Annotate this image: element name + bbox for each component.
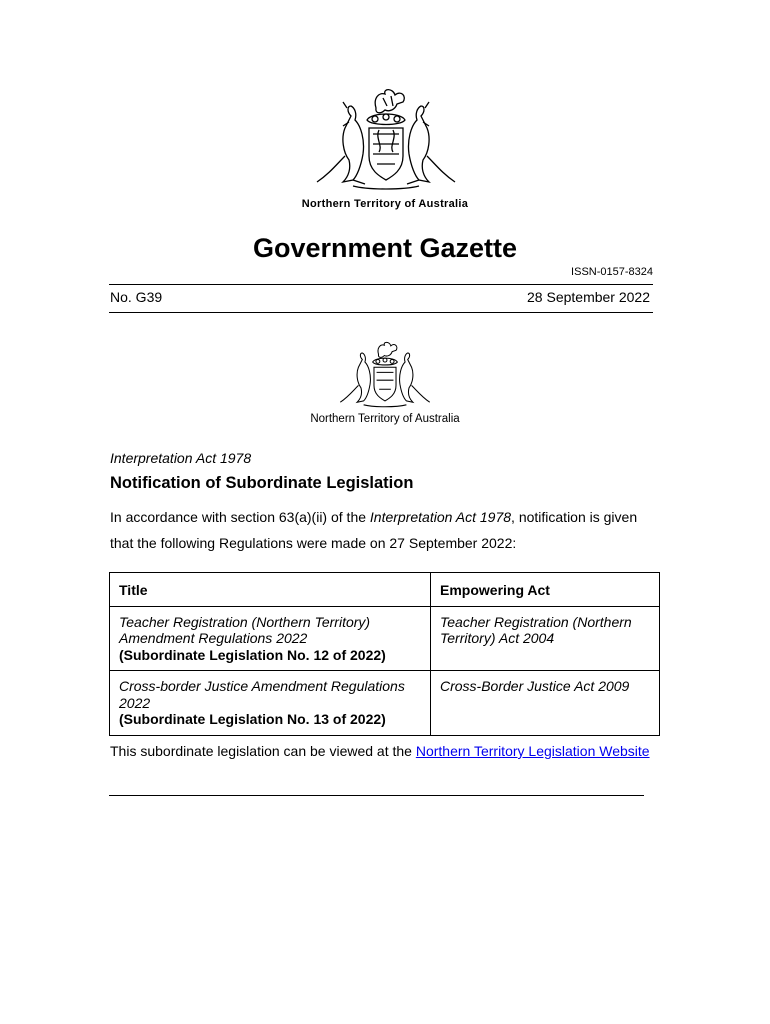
regulation-number: (Subordinate Legislation No. 12 of 2022) — [119, 646, 386, 663]
crest-caption: Northern Territory of Australia — [301, 198, 469, 210]
column-header-title: Title — [110, 573, 431, 607]
crest-caption-secondary: Northern Territory of Australia — [310, 413, 460, 425]
table-row — [110, 671, 660, 736]
act-reference: Interpretation Act 1978 — [110, 450, 252, 466]
regulation-title-cell — [110, 671, 431, 736]
issue-number: No. G39 — [110, 289, 163, 305]
regulations-table — [109, 572, 660, 736]
coat-of-arms-icon — [336, 340, 434, 410]
notice-heading: Notification of Subordinate Legislation — [110, 474, 414, 492]
regulation-title: Cross-border Justice Amendment Regulations 2022 — [119, 678, 405, 711]
issn-number: ISSN-0157-8324 — [571, 266, 653, 278]
notice-intro — [110, 504, 658, 556]
coat-of-arms-icon — [313, 86, 459, 194]
table-row — [110, 606, 660, 671]
table-header-row — [110, 573, 660, 607]
footer-note — [110, 743, 660, 761]
empowering-act: Teacher Registration (Northern Territory) Act 2004 — [440, 613, 632, 646]
footer-text: This subordinate legislation can be viewed at the — [110, 743, 416, 759]
header-rule-top — [109, 284, 653, 285]
regulation-number: (Subordinate Legislation No. 13 of 2022) — [119, 711, 386, 727]
intro-text-after: , notification is given that the following Regulations were made on 27 September 2022: — [110, 509, 638, 551]
regulation-title-cell — [110, 606, 431, 671]
header-rule-bottom — [109, 312, 653, 313]
column-header-empowering-act: Empowering Act — [431, 573, 660, 607]
regulation-title: Teacher Registration (Northern Territory) Amendment Regulations 2022 — [119, 613, 371, 646]
intro-act-name: Interpretation Act 1978 — [369, 509, 512, 525]
legislation-website-link[interactable]: Northern Territory Legislation Website — [415, 743, 650, 759]
empowering-act: Cross-Border Justice Act 2009 — [440, 678, 630, 694]
gazette-title: Government Gazette — [252, 233, 518, 263]
empowering-act-cell — [431, 671, 660, 736]
empowering-act-cell — [431, 606, 660, 671]
end-rule — [109, 795, 644, 796]
issue-date: 28 September 2022 — [527, 289, 650, 305]
intro-text-before: In accordance with section 63(a)(ii) of the — [110, 509, 370, 525]
